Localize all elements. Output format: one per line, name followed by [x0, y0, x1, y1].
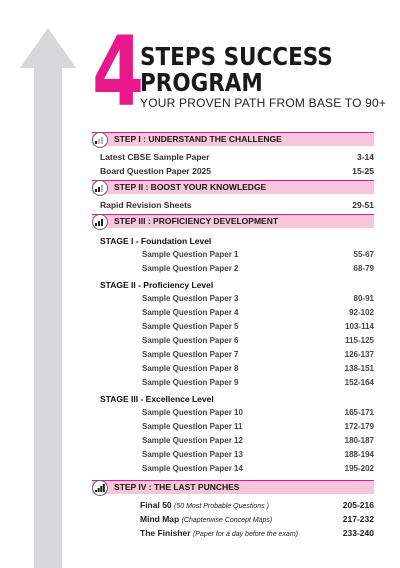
list-item: Sample Question Paper 5 103-114	[142, 322, 374, 331]
list-item: Sample Question Paper 3 80-91	[142, 294, 374, 303]
list-item: Sample Question Paper 14 195-202	[142, 464, 374, 473]
signal-bars-icon	[92, 214, 108, 230]
list-item: Sample Question Paper 6 115-125	[142, 336, 374, 345]
list-item: Sample Question Paper 9 152-164	[142, 378, 374, 387]
signal-bars-icon	[92, 132, 108, 148]
step-3-label: STEP III : PROFICIENCY DEVELOPMENT	[114, 216, 279, 226]
big-number-four: 4	[92, 16, 141, 128]
step-4-label: STEP IV : THE LAST PUNCHES	[114, 482, 240, 492]
title-line-2: PROGRAM	[140, 68, 263, 97]
step-2-bar	[92, 180, 374, 194]
stage-3-title: STAGE III - Excellence Level	[100, 394, 214, 404]
title-line-1: STEPS SUCCESS	[140, 42, 333, 71]
step-4-bar	[92, 480, 374, 494]
list-item: The Finisher (Paper for a day before the exam) 233-240	[140, 528, 374, 538]
list-item: Mind Map (Chapterwise Concept Maps) 217-232	[140, 514, 374, 524]
list-item: Sample Question Paper 13 188-194	[142, 450, 374, 459]
list-item: Final 50 (50 Most Probable Questions ) 205-216	[140, 500, 374, 510]
list-item: Board Question Paper 2025 15-25	[100, 166, 374, 176]
signal-bars-icon	[92, 480, 108, 496]
list-item: Sample Question Paper 10 165-171	[142, 408, 374, 417]
list-item: Sample Question Paper 8 138-151	[142, 364, 374, 373]
step-3-bar	[92, 214, 374, 228]
list-item: Sample Question Paper 4 92-102	[142, 308, 374, 317]
step-1-label: STEP I : UNDERSTAND THE CHALLENGE	[114, 134, 282, 144]
list-item: Sample Question Paper 11 172-179	[142, 422, 374, 431]
subtitle: YOUR PROVEN PATH FROM BASE TO 90+	[140, 96, 387, 110]
step-2-label: STEP II : BOOST YOUR KNOWLEDGE	[114, 182, 267, 192]
list-item: Latest CBSE Sample Paper 3-14	[100, 152, 374, 162]
stage-2-title: STAGE II - Proficiency Level	[100, 280, 214, 290]
list-item: Sample Question Paper 2 68-79	[142, 264, 374, 273]
list-item: Sample Question Paper 7 126-137	[142, 350, 374, 359]
list-item: Sample Question Paper 12 180-187	[142, 436, 374, 445]
progress-arrow-graphic	[20, 28, 76, 568]
signal-bars-icon	[92, 180, 108, 196]
step-1-bar	[92, 132, 374, 146]
list-item: Sample Question Paper 1 55-67	[142, 250, 374, 259]
stage-1-title: STAGE I - Foundation Level	[100, 236, 212, 246]
list-item: Rapid Revision Sheets 29-51	[100, 200, 374, 210]
